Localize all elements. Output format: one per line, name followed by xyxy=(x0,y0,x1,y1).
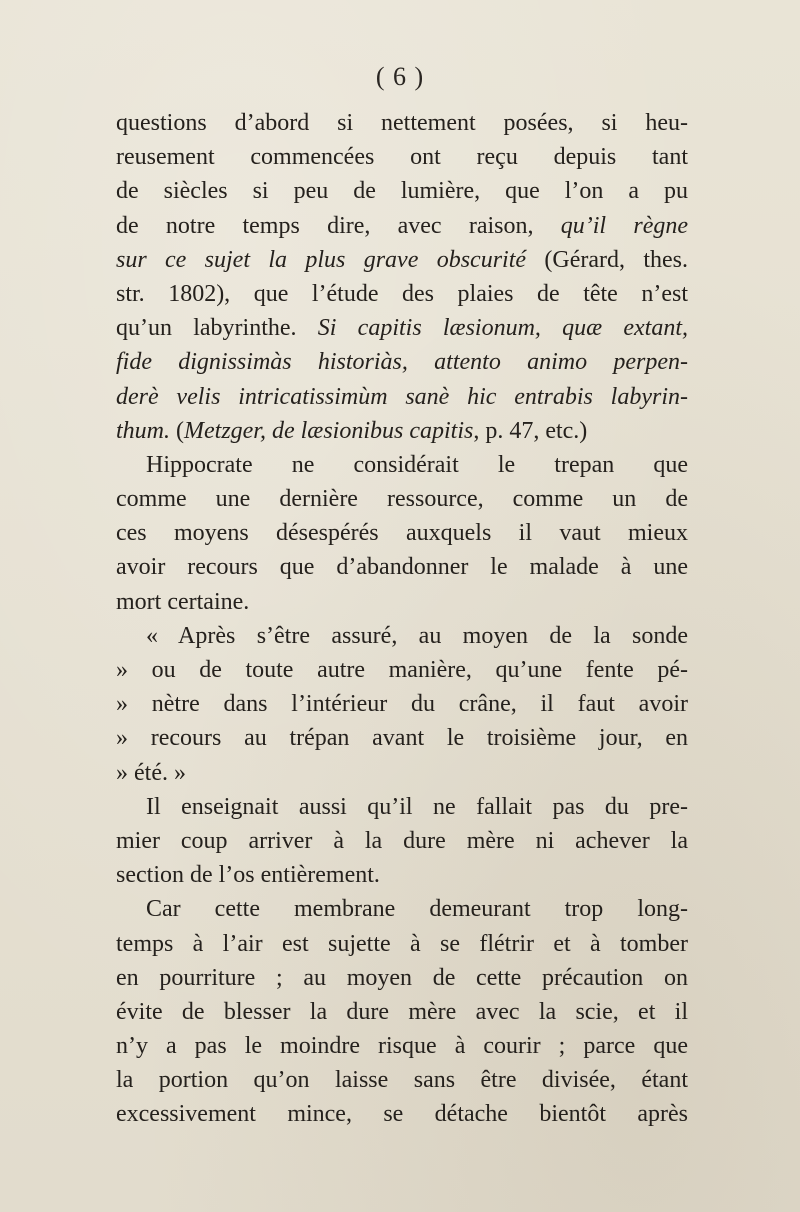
text-segment: (Gérard, thes. xyxy=(526,246,688,273)
text-segment: temps à l’air est sujette à se flétrir et à tomber xyxy=(116,930,688,957)
text-line xyxy=(116,380,688,414)
text-segment: Car cette membrane demeurant trop long- xyxy=(146,896,688,923)
text-line xyxy=(116,482,688,516)
text-line xyxy=(116,1097,688,1131)
italic-text: sur ce sujet la plus grave obscurité xyxy=(116,246,527,273)
text-line xyxy=(116,345,688,379)
text-segment: mort certaine. xyxy=(116,588,250,615)
text-segment: « Après s’être assuré, au moyen de la sonde xyxy=(146,622,688,649)
text-segment: qu’un labyrinthe. xyxy=(116,315,318,342)
text-segment: Hippocrate ne considérait le trepan que xyxy=(146,451,688,478)
text-segment: en pourriture ; au moyen de cette précaution on xyxy=(116,964,688,991)
text-line xyxy=(116,585,688,619)
text-line xyxy=(116,961,688,995)
text-segment: reusement commencées ont reçu depuis tant xyxy=(116,144,688,171)
text-segment: » ou de toute autre manière, qu’une fente pé- xyxy=(116,657,688,683)
text-segment: , p. 47, etc.) xyxy=(473,417,588,444)
text-segment: évite de blesser la dure mère avec la scie, et il xyxy=(116,998,688,1025)
text-line xyxy=(116,995,688,1029)
text-line xyxy=(116,1063,688,1097)
text-segment: ces moyens désespérés auxquels il vaut mieux xyxy=(116,520,688,547)
text-segment: » été. » xyxy=(116,759,186,786)
page-number: ( 6 ) xyxy=(375,62,425,91)
text-line xyxy=(116,892,688,926)
text-line xyxy=(116,140,688,174)
text-line xyxy=(116,106,688,140)
text-line xyxy=(116,687,688,721)
text-line xyxy=(116,1029,688,1063)
text-line xyxy=(116,619,688,653)
text-line xyxy=(116,516,688,550)
text-segment: » recours au trépan avant le troisième jour, en xyxy=(116,725,688,752)
text-segment: de siècles si peu de lumière, que l’on a pu xyxy=(116,178,688,205)
text-line xyxy=(116,721,688,755)
text-line xyxy=(116,790,688,824)
text-line xyxy=(116,311,688,345)
text-line xyxy=(116,174,688,208)
text-segment: questions d’abord si nettement posées, si heu- xyxy=(116,110,688,136)
text-segment: ( xyxy=(170,417,184,444)
italic-text: Metzger, de læsionibus capitis xyxy=(184,417,474,444)
text-segment: » nètre dans l’intérieur du crâne, il faut avoir xyxy=(116,691,688,718)
text-line xyxy=(116,550,688,584)
text-line xyxy=(116,243,688,277)
italic-text: qu’il règne xyxy=(560,212,688,239)
text-line xyxy=(116,448,688,482)
italic-text: thum. xyxy=(116,417,170,444)
text-line xyxy=(116,756,688,790)
text-line xyxy=(116,927,688,961)
text-line xyxy=(116,858,688,892)
text-segment: la portion qu’on laisse sans être divisée, étant xyxy=(116,1067,688,1094)
italic-text: derè velis intricatissimùm sanè hic entrabis labyrin- xyxy=(116,383,688,410)
text-line xyxy=(116,653,688,687)
text-line xyxy=(116,824,688,858)
text-segment: section de l’os entièrement. xyxy=(116,862,380,889)
text-segment: de notre temps dire, avec raison, xyxy=(116,212,561,239)
text-segment: avoir recours que d’abandonner le malade à une xyxy=(116,554,688,581)
italic-text: fide dignissimàs historiàs, attento animo perpen- xyxy=(116,349,688,376)
text-segment: mier coup arriver à la dure mère ni achever la xyxy=(116,827,688,854)
italic-text: Si capitis læsionum, quæ extant, xyxy=(317,315,689,342)
text-segment: excessivement mince, se détache bientôt après xyxy=(116,1101,688,1128)
text-line xyxy=(116,414,688,448)
text-line xyxy=(116,277,688,311)
text-segment: comme une dernière ressource, comme un de xyxy=(116,486,688,513)
text-segment: str. 1802), que l’étude des plaies de tête n’est xyxy=(116,280,688,307)
text-line xyxy=(116,209,688,243)
text-segment: Il enseignait aussi qu’il ne fallait pas du pre- xyxy=(146,793,688,820)
body-text xyxy=(116,106,688,1132)
text-segment: n’y a pas le moindre risque à courir ; parce que xyxy=(116,1033,688,1060)
